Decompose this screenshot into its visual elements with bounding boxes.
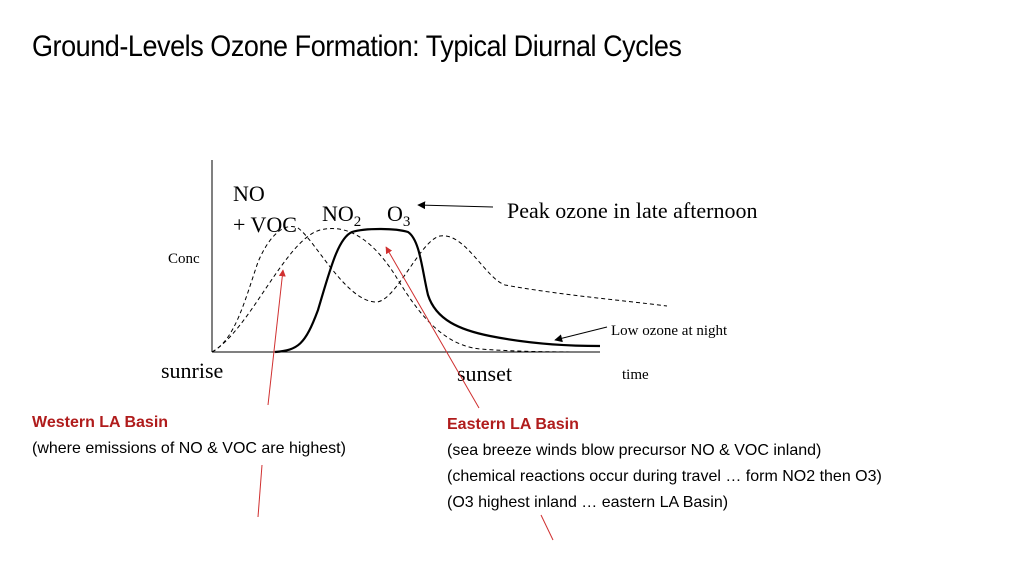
- sunset-label: sunset: [457, 361, 512, 386]
- no2-curve: [212, 229, 600, 352]
- label-voc: + VOC: [233, 212, 297, 237]
- label-no2-sub: 2: [353, 214, 362, 230]
- no-voc-curve: [212, 226, 667, 352]
- peak-annotation: Peak ozone in late afternoon: [507, 198, 758, 223]
- eastern-pointer-arrow: [386, 247, 479, 408]
- eastern-la-basin-note: [447, 412, 882, 516]
- sunrise-label: sunrise: [161, 358, 224, 383]
- western-title: Western LA Basin: [32, 414, 169, 431]
- label-o3-sub: 3: [402, 214, 411, 230]
- label-o3: [387, 201, 410, 230]
- y-axis-label: Conc: [168, 251, 200, 267]
- label-no2-base: NO: [322, 201, 354, 226]
- slide-title: Ground-Levels Ozone Formation: Typical Diurnal Cycles: [32, 30, 682, 63]
- x-axis-label: time: [622, 367, 649, 383]
- eastern-title: Eastern LA Basin: [447, 416, 579, 433]
- eastern-pointer-tail: [541, 515, 553, 540]
- night-arrow: [555, 327, 607, 340]
- eastern-line-2: (chemical reactions occur during travel … form NO2 then O3): [447, 468, 882, 485]
- western-line-1: (where emissions of NO & VOC are highest): [32, 440, 346, 457]
- o3-curve: [275, 229, 600, 352]
- western-la-basin-note: [32, 410, 346, 462]
- night-annotation: Low ozone at night: [611, 323, 728, 339]
- label-no2: [322, 201, 361, 230]
- peak-arrow: [418, 205, 493, 207]
- label-o3-base: O: [387, 201, 403, 226]
- western-pointer-arrow: [268, 270, 283, 405]
- label-no: NO: [233, 181, 265, 206]
- eastern-line-1: (sea breeze winds blow precursor NO & VOC inland): [447, 442, 822, 459]
- eastern-line-3: (O3 highest inland … eastern LA Basin): [447, 494, 729, 511]
- western-pointer-tail: [258, 465, 262, 517]
